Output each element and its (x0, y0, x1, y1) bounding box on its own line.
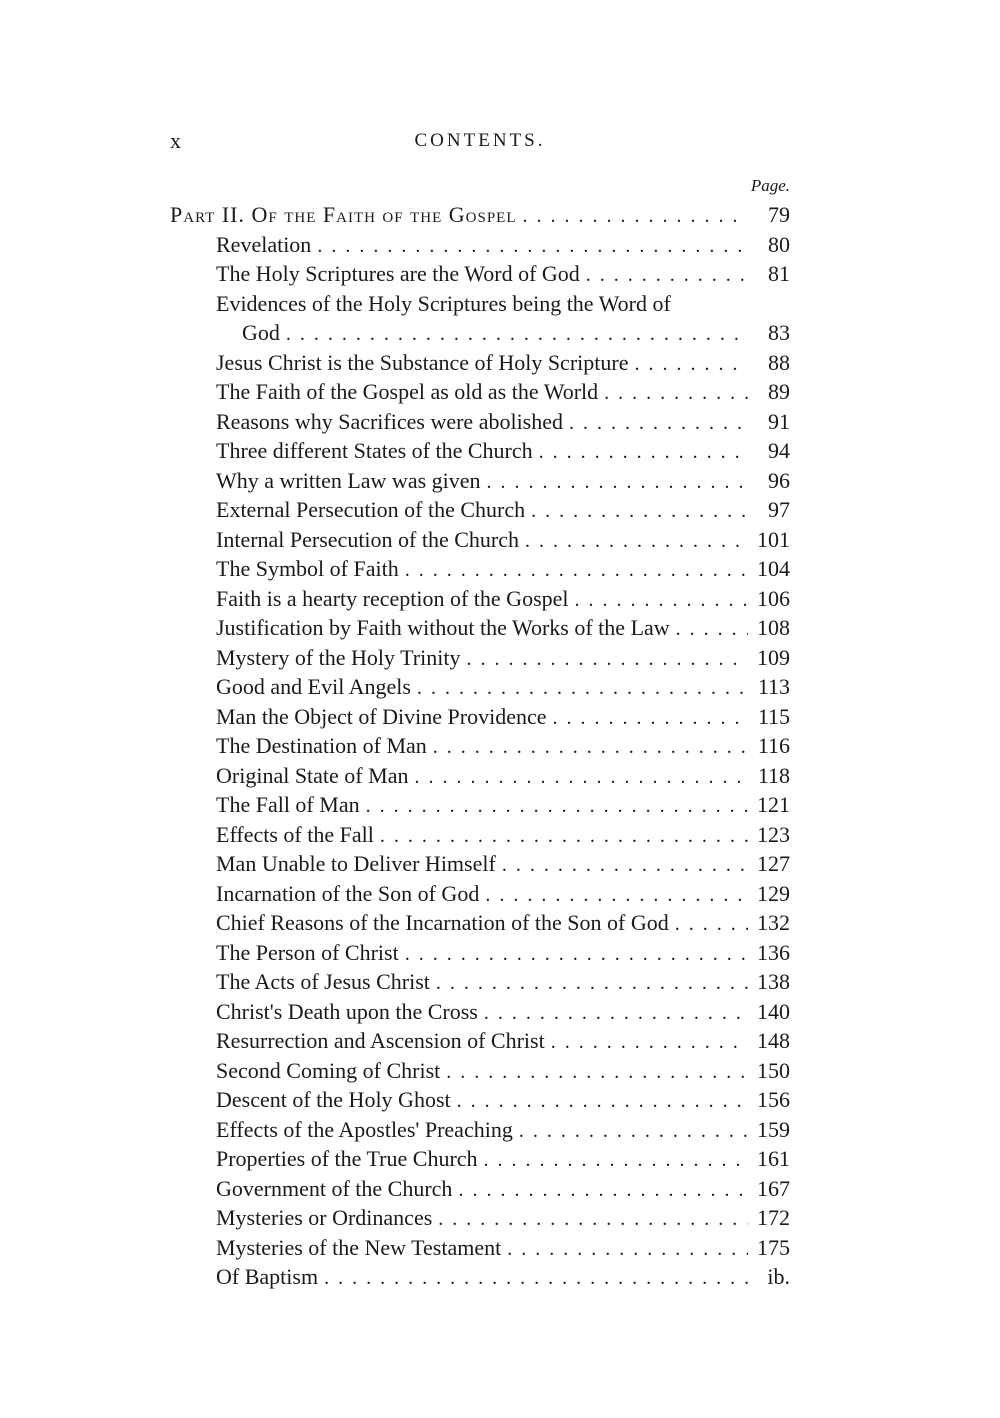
leader-dots (531, 497, 748, 527)
toc-entry (170, 1174, 790, 1204)
toc-entry-page: 108 (757, 615, 790, 640)
toc-entry-title: External Persecution of the Church (216, 497, 526, 522)
toc-entry (170, 584, 790, 614)
leader-dots (457, 1087, 748, 1117)
toc-entry (170, 230, 790, 260)
toc-entry-page: 115 (757, 703, 790, 729)
leader-dots (575, 586, 748, 616)
toc-entry-page: 159 (757, 1116, 790, 1142)
toc-entry (170, 318, 790, 348)
toc-entry-title: Faith is a hearty reception of the Gospel (216, 585, 569, 611)
toc-entry (170, 938, 790, 968)
leader-dots (324, 1264, 748, 1294)
toc-entry-title: Jesus Christ is the Substance of Holy Scripture (216, 349, 629, 375)
toc-entry (170, 1115, 790, 1145)
toc-entry-title: The Destination of Man (216, 733, 427, 758)
toc-entry (170, 613, 790, 643)
toc-part-page: 79 (768, 202, 790, 227)
toc-entry-title: The Acts of Jesus Christ (216, 969, 430, 994)
toc-entry-title: Christ's Death upon the Cross (216, 998, 478, 1024)
toc-entry-page: 89 (768, 379, 790, 404)
toc-entry-page: 96 (768, 467, 790, 493)
leader-dots (502, 851, 748, 881)
toc-part-heading (170, 200, 790, 230)
page-folio: x (170, 128, 182, 153)
toc-entry-title: Resurrection and Ascension of Christ (216, 1028, 545, 1053)
toc-entry-title: Internal Persecution of the Church (216, 526, 520, 552)
leader-dots (553, 704, 748, 734)
leader-dots (523, 202, 749, 232)
toc-entry (170, 554, 790, 584)
toc-entry-page: 116 (757, 733, 790, 758)
leader-dots (487, 468, 748, 498)
toc-entry-title: Incarnation of the Son of God (216, 880, 480, 906)
leader-dots (569, 409, 748, 439)
toc-entry-title: The Holy Scriptures are the Word of God (216, 261, 580, 286)
toc-entry-title: Reasons why Sacrifices were abolished (216, 408, 564, 434)
toc-entry-title: Man the Object of Divine Providence (216, 703, 547, 729)
toc-entry (170, 761, 790, 791)
toc-entry-page: 97 (768, 497, 790, 522)
leader-dots (414, 763, 748, 793)
toc-entry-page: 150 (757, 1057, 790, 1083)
leader-dots (405, 556, 748, 586)
toc-entry-title: Why a written Law was given (216, 467, 481, 493)
leader-dots (458, 1176, 748, 1206)
toc-entry-page: 106 (757, 585, 790, 611)
toc-entry-title-line: Evidences of the Holy Scriptures being the Word of (216, 290, 671, 316)
leader-dots (433, 733, 748, 763)
toc-entry-title: Of Baptism (216, 1264, 319, 1289)
toc-entry-page: ib. (767, 1264, 790, 1289)
leader-dots (436, 969, 748, 999)
leader-dots (484, 1146, 748, 1176)
toc-entry-title: The Person of Christ (216, 939, 399, 965)
leader-dots (507, 1235, 748, 1265)
toc-entry-page: 123 (757, 821, 790, 847)
toc-entry-page: 104 (757, 556, 790, 581)
toc-entry-page: 127 (757, 851, 790, 876)
leader-dots (604, 379, 748, 409)
leader-dots (586, 261, 748, 291)
toc-entry (170, 466, 790, 496)
toc-entry (170, 1203, 790, 1233)
toc-entry-page: 113 (757, 674, 790, 699)
toc-entry-title: Effects of the Apostles' Preaching (216, 1116, 513, 1142)
toc-entry-page: 121 (757, 792, 790, 817)
toc-entry-title: Second Coming of Christ (216, 1057, 441, 1083)
toc-part-title: Part II. Of the Faith of the Gospel (170, 202, 517, 227)
toc-entry (170, 1026, 790, 1056)
toc-entry-page: 161 (757, 1146, 790, 1171)
toc-entry-page: 109 (757, 644, 790, 670)
toc-entry-title: Properties of the True Church (216, 1146, 478, 1171)
toc-entry-title: Revelation (216, 231, 312, 257)
toc-entry (170, 790, 790, 820)
toc-entry (170, 702, 790, 732)
toc-entry-title: The Symbol of Faith (216, 556, 399, 581)
toc-entry (170, 377, 790, 407)
toc-entry-page: 148 (757, 1028, 790, 1053)
toc-entry-page: 138 (757, 969, 790, 994)
toc-entry-title: Mysteries or Ordinances (216, 1205, 433, 1230)
toc-entry (170, 967, 790, 997)
toc-entry (170, 1144, 790, 1174)
leader-dots (551, 1028, 748, 1058)
toc-entry-page: 129 (757, 880, 790, 906)
leader-dots (366, 792, 748, 822)
leader-dots (676, 615, 748, 645)
toc-entry-title: Good and Evil Angels (216, 674, 411, 699)
toc-entry-title: Man Unable to Deliver Himself (216, 851, 496, 876)
toc-entry-page: 175 (757, 1234, 790, 1260)
toc-entry-page: 101 (757, 526, 790, 552)
toc-entry-title: Original State of Man (216, 762, 409, 788)
toc-entry (170, 908, 790, 938)
toc-entry-title: Descent of the Holy Ghost (216, 1087, 451, 1112)
leader-dots (484, 999, 748, 1029)
leader-dots (539, 438, 748, 468)
toc-entry (170, 495, 790, 525)
toc-entry (170, 997, 790, 1027)
toc-entry-list (170, 230, 790, 1292)
toc-entry-page: 140 (757, 998, 790, 1024)
toc-entry (170, 1233, 790, 1263)
leader-dots (519, 1117, 748, 1147)
toc-entry-title: The Fall of Man (216, 792, 360, 817)
leader-dots (446, 1058, 748, 1088)
leader-dots (286, 320, 748, 350)
toc-entry-page: 118 (757, 762, 790, 788)
toc-entry-page: 80 (768, 231, 790, 257)
leader-dots (380, 822, 748, 852)
toc-entry (170, 1262, 790, 1292)
toc-entry-title: The Faith of the Gospel as old as the World (216, 379, 599, 404)
toc-entry-page: 88 (768, 349, 790, 375)
toc-entry (170, 436, 790, 466)
toc-entry-title-continuation: God (242, 320, 280, 345)
toc-entry-title: Justification by Faith without the Works of the Law (216, 615, 670, 640)
toc-entry-title: Effects of the Fall (216, 821, 374, 847)
leader-dots (525, 527, 748, 557)
toc-entry-page: 172 (757, 1205, 790, 1230)
running-head-title: CONTENTS. (414, 130, 546, 151)
leader-dots (466, 645, 748, 675)
toc-entry (170, 820, 790, 850)
leader-dots (675, 910, 748, 940)
toc-entry (170, 643, 790, 673)
toc-entry (170, 259, 790, 289)
toc-entry-page: 167 (757, 1175, 790, 1201)
toc-entry-page: 94 (768, 438, 790, 463)
toc-entry-title: Three different States of the Church (216, 438, 533, 463)
toc-entry (170, 525, 790, 555)
toc-entry-title: Government of the Church (216, 1175, 453, 1201)
toc-entry-page: 156 (757, 1087, 790, 1112)
leader-dots (634, 350, 748, 380)
toc-entry (170, 1085, 790, 1115)
running-head (170, 128, 790, 158)
toc-entry-page: 91 (768, 408, 790, 434)
toc-entry (170, 1056, 790, 1086)
toc-entry (170, 407, 790, 437)
toc-entry (170, 348, 790, 378)
leader-dots (417, 674, 748, 704)
toc-entry (170, 849, 790, 879)
toc-entry (170, 672, 790, 702)
leader-dots (438, 1205, 748, 1235)
toc-entry-title: Mystery of the Holy Trinity (216, 644, 461, 670)
toc-entry-page: 132 (757, 910, 790, 935)
toc-entry-page: 136 (757, 939, 790, 965)
toc-entry (170, 879, 790, 909)
toc-entry-page: 83 (768, 320, 790, 345)
leader-dots (405, 940, 748, 970)
toc-entry-page: 81 (768, 261, 790, 286)
leader-dots (317, 232, 748, 262)
toc-entry-title: Mysteries of the New Testament (216, 1234, 502, 1260)
page-column-label: Page. (750, 176, 790, 195)
leader-dots (485, 881, 748, 911)
toc-entry-title: Chief Reasons of the Incarnation of the Son of God (216, 910, 669, 935)
toc-entry (170, 731, 790, 761)
table-of-contents (170, 200, 790, 1292)
